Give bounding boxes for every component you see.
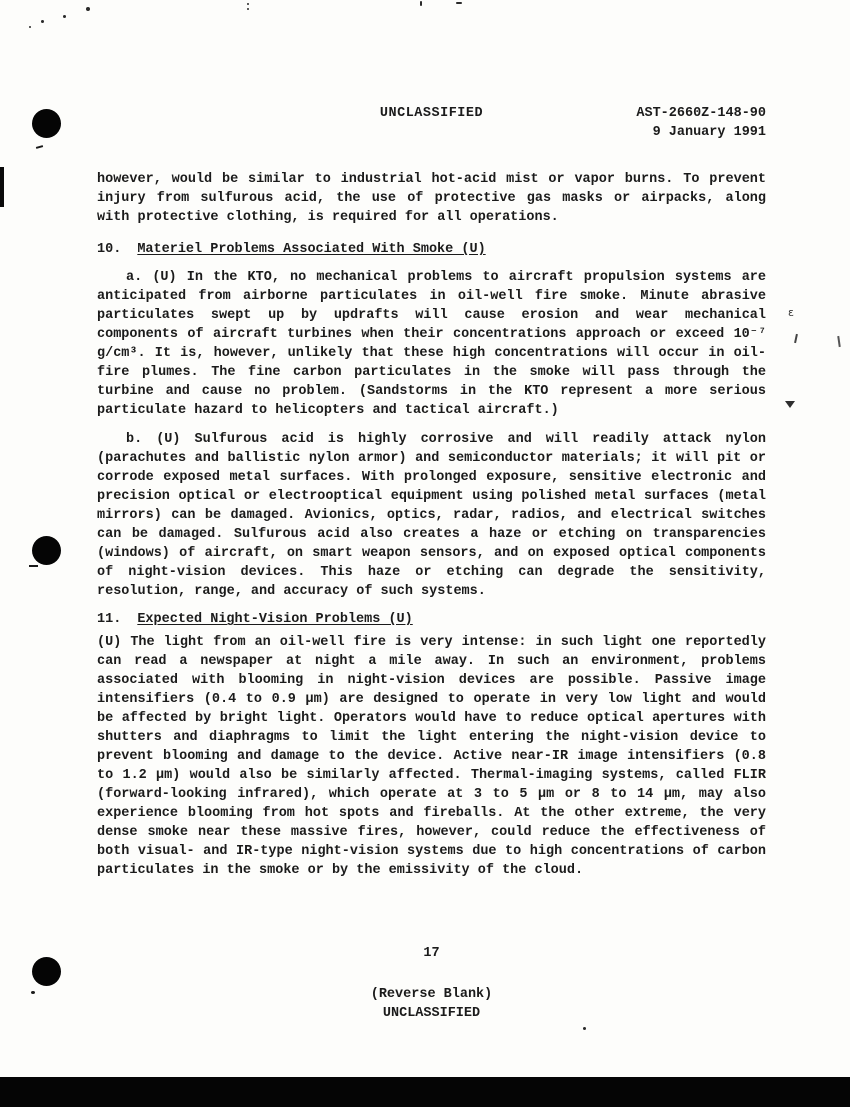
page-number: 17 <box>423 946 440 961</box>
section-11-heading <box>97 610 766 629</box>
scan-edge-line <box>0 167 4 207</box>
handwritten-margin-mark <box>837 336 841 347</box>
punch-hole-middle <box>32 536 61 565</box>
document-date: 9 January 1991 <box>652 125 766 140</box>
classification-banner-bottom: UNCLASSIFIED <box>382 1006 481 1021</box>
section-11-number: 11. <box>97 612 122 627</box>
scan-speck <box>456 2 462 4</box>
section-10-number: 10. <box>97 242 122 257</box>
scan-speck <box>247 8 249 10</box>
scan-speck <box>86 7 90 11</box>
document-id-block <box>636 104 766 142</box>
classification-banner-top: UNCLASSIFIED <box>379 106 484 121</box>
handwritten-margin-mark <box>794 334 798 343</box>
scan-speck <box>420 1 422 6</box>
scan-mark <box>29 565 38 567</box>
section-11-title: Expected Night-Vision Problems (U) <box>137 612 413 627</box>
scan-edge-bar <box>0 1077 850 1107</box>
scan-mark <box>36 145 43 149</box>
section-10-heading <box>97 240 766 259</box>
punch-hole-bottom <box>32 957 61 986</box>
section-11-paragraph: (U) The light from an oil-well fire is very intense: in such light one reportedly can read a newspaper at night a mile away. In such an environment, problems associated with blooming in night-vision devices are possible. Passive image intensifiers (0.4 to 0.9 µm) are designed to operate in very low light and would be affected by bright light. Operators would have to reduce optical apertures with shutters and diaphragms to limit the light entering the night-vision device to prevent blooming and damage to the device. Active near-IR image intensifiers (0.8 to 1.2 µm) would also be similarly affected. Thermal-imaging systems, called FLIR (forward-looking infrared), which operate at 3 to 5 µm or 8 to 14 µm, may also experience blooming from hot spots and fireballs. At the other extreme, the very dense smoke near these massive fires, however, could reduce the effectiveness of both visual- and IR-type night-vision systems due to high concentrations of carbon particulates in the smoke or by the emissivity of the cloud. <box>97 635 766 878</box>
reverse-blank-note: (Reverse Blank) <box>370 987 493 1002</box>
scan-speck <box>29 26 31 28</box>
scan-speck <box>41 20 44 23</box>
section-10-paragraph-b: b. (U) Sulfurous acid is highly corrosive and will readily attack nylon (parachutes and ballistic nylon armor) and semiconductor materials; it will pit or corrode exposed metal surfaces. With prolonged exposure, sensitive electronic and precision optical or electrooptical equipment using polished metal surfaces (metal mirrors) can be damaged. Avionics, optics, radar, radios, and electrical switches can be damaged. Sulfurous acid also creates a haze or etching on transparencies (windows) of aircraft, on smart weapon sensors, and on exposed optical components of night-vision devices. This haze or etching can degrade the sensitivity, resolution, range, and accuracy of such systems. <box>97 432 766 599</box>
document-number: AST-2660Z-148-90 <box>636 106 766 121</box>
section-10-paragraph-a: a. (U) In the KTO, no mechanical problems to aircraft propulsion systems are anticipated from airborne particulates in oil-well fire smoke. Minute abrasive particulates swept up by updrafts will cause erosion and wear mechanical components of aircraft turbines when their concentrations approach or exceed 10⁻⁷ g/cm³. It is, however, unlikely that these high concentrations will occur in oil-fire plumes. The fine carbon particulates in the smoke will pass through the turbine and cause no problem. (Sandstorms in the KTO represent a more serious particulate hazard to helicopters and tactical aircraft.) <box>97 270 766 418</box>
scan-speck <box>247 3 249 5</box>
scan-speck <box>63 15 66 18</box>
handwritten-arrow-mark <box>785 401 795 408</box>
document-footer <box>97 944 766 1023</box>
punch-hole-top <box>32 109 61 138</box>
scan-speck <box>583 1027 586 1030</box>
handwritten-margin-mark: ε <box>788 306 794 319</box>
document-header <box>97 104 766 141</box>
scan-mark <box>31 991 35 994</box>
continuation-paragraph: however, would be similar to industrial hot-acid mist or vapor burns. To prevent injury from sulfurous acid, the use of protective gas masks or airpacks, along with protective clothing, is required for all operations. <box>97 172 766 225</box>
document-body <box>97 104 766 880</box>
section-10-title: Materiel Problems Associated With Smoke (U) <box>137 242 486 257</box>
